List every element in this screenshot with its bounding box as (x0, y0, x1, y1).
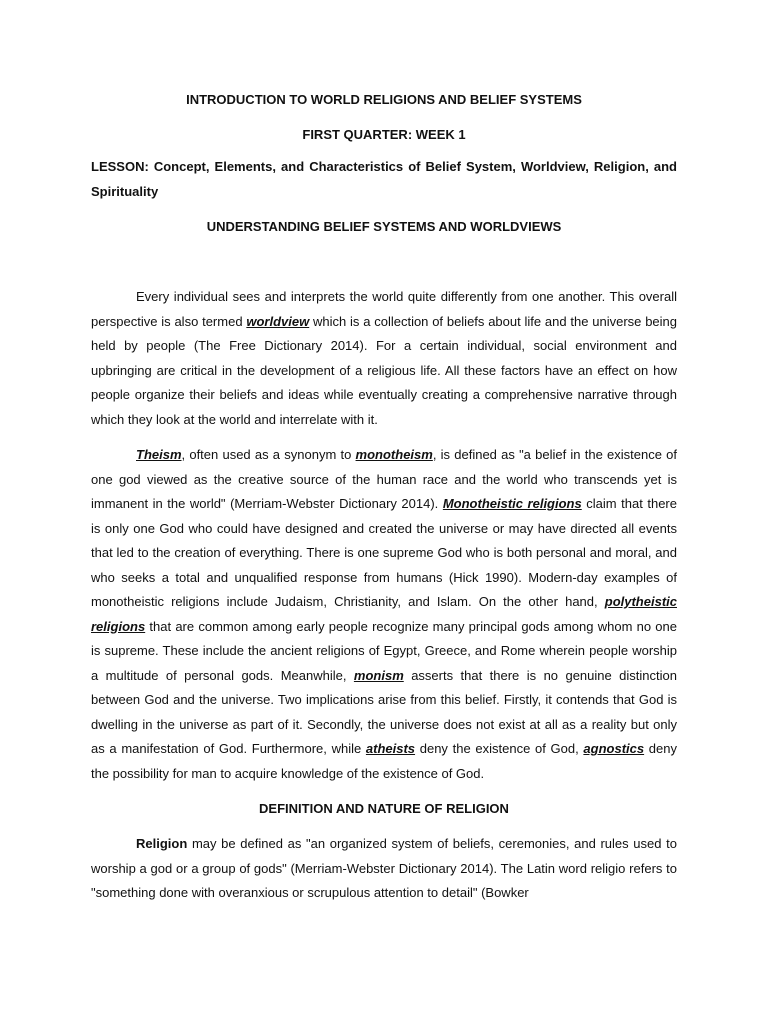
term-atheists: atheists (365, 741, 416, 756)
paragraph-text: may be defined as "an organized system of beliefs, ceremonies, and rules used to worship a god or a group of gods" (Merriam-Webster Dictionary 2014). The Latin word religio refers to "something done with overanxious or scrupulous attention to detail" (Bowker (91, 836, 677, 900)
term-agnostics: agnostics (583, 741, 645, 756)
paragraph-text: deny the existence of God, (415, 741, 584, 756)
paragraph-text: , is defined as "a belief in the existence of one god viewed as the creative source of the human race and the world who transcends yet is immanent in the world" (Merriam-Webster Dictionary 2014). (91, 447, 678, 511)
document-page (91, 90, 677, 906)
term-polytheistic-religions: polytheistic religions (91, 594, 677, 634)
paragraph-text: claim that there is only one God who could have designed and created the universe or may have directed all events that led to the creation of everything. There is one supreme God who is both personal and moral, and who seeks a total and unqualified response from humans (Hick 1990). Modern-day examples of monotheistic religions include Judaism, Christianity, and Islam. On the other hand, (91, 496, 677, 609)
term-theism: Theism (136, 447, 182, 462)
paragraph-text: , often used as a synonym to (181, 447, 356, 462)
paragraph-text: that are common among early people recognize many principal gods among whom no one is supreme. These include the ancient religions of Egypt, Greece, and Rome wherein people worship a multitude of personal gods. Meanwhile, (91, 618, 677, 683)
document-title: INTRODUCTION TO WORLD RELIGIONS AND BELIEF SYSTEMS (186, 92, 582, 107)
term-monotheism: monotheism (355, 447, 433, 462)
term-religion: Religion (136, 836, 188, 851)
paragraph-text: deny the possibility for man to acquire knowledge of the existence of God. (91, 741, 677, 781)
term-monotheistic-religions: Monotheistic religions (442, 496, 582, 511)
paragraph-worldview (91, 285, 677, 432)
paragraph-theism (91, 443, 677, 786)
quarter-heading: FIRST QUARTER: WEEK 1 (302, 127, 466, 142)
paragraph-text: which is a collection of beliefs about life and the universe being held by people (The Free Dictionary 2014). For a certain individual, social environment and upbringing are critical in the development of a religious life. All these factors have an effect on how people organize their beliefs and ideas while eventually creating a comprehensive narrative through which they look at the world and interrelate with it. (91, 313, 678, 427)
paragraph-text: Every individual sees and interprets the world quite differently from one another. This overall perspective is also termed (91, 289, 677, 329)
lesson-heading: LESSON: Concept, Elements, and Characteristics of Belief System, Worldview, Religion, and Spirituality (91, 159, 677, 199)
paragraph-text: asserts that there is no genuine distinction between God and the universe. Two implications arise from this belief. Firstly, it contends that God is dwelling in the universe as part of it. Secondly, the universe does not exist at all as a reality but only as a manifestation of God. Furthermore, while (91, 667, 677, 756)
term-worldview: worldview (246, 313, 310, 329)
section-heading-belief-systems: UNDERSTANDING BELIEF SYSTEMS AND WORLDVIEWS (206, 219, 562, 234)
term-monism: monism (353, 667, 404, 683)
paragraph-religion (91, 832, 677, 906)
section-heading-religion: DEFINITION AND NATURE OF RELIGION (259, 801, 509, 816)
